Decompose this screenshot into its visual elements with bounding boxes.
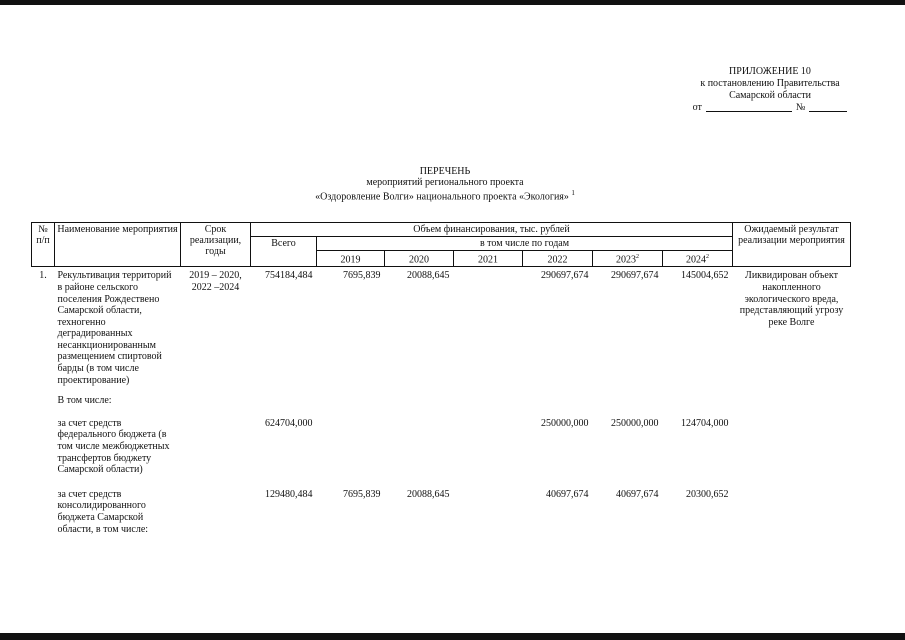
number-label: № <box>795 102 806 113</box>
table-row <box>32 415 851 479</box>
scan-edge-top <box>0 0 905 5</box>
row-num <box>32 479 55 538</box>
row-2022: 40697,674 <box>546 488 589 500</box>
table-row <box>32 479 851 538</box>
appendix-block <box>640 66 900 114</box>
document-title <box>240 166 650 202</box>
table-row <box>32 389 851 415</box>
row-2020: 20088,645 <box>407 270 450 282</box>
row-2024: 20300,652 <box>686 488 729 500</box>
footnote-mark: 1 <box>571 189 575 197</box>
row-total: 624704,000 <box>265 417 313 429</box>
row-name: за счет средств федерального бюджета (в том числе межбюджетных трансфертов бюджету Самарской области) <box>57 417 170 476</box>
row-result <box>733 479 851 538</box>
row-term <box>181 415 251 479</box>
row-total: 129480,484 <box>265 488 313 500</box>
row-2023: 290697,674 <box>611 270 659 282</box>
row-name: Рекультивация территорий в районе сельского поселения Рождествено Самарской области, техногенно деградированных несанкционированным размещением спиртовой барды (в том числе проектирование) <box>57 270 172 386</box>
number-blank <box>809 102 847 112</box>
title-heading: ПЕРЕЧЕНЬ <box>419 166 471 177</box>
row-2021 <box>454 415 523 479</box>
row-2023: 250000,000 <box>611 417 659 429</box>
scan-edge-bottom <box>0 633 905 640</box>
header-result: Ожидаемый результат реализации мероприятия <box>733 223 851 267</box>
row-2019: 7695,839 <box>343 270 381 282</box>
row-num: 1. <box>39 270 47 282</box>
header-by-year: в том числе по годам <box>317 237 733 251</box>
row-2023: 40697,674 <box>616 488 659 500</box>
header-funding: Объем финансирования, тыс. рублей <box>251 223 733 237</box>
header-year-2020: 2020 <box>385 251 454 267</box>
row-name: за счет средств консолидированного бюджета Самарской области, в том числе: <box>57 488 149 535</box>
row-2021 <box>454 267 523 389</box>
row-result: Ликвидирован объект накопленного экологического вреда, представляющий угрозу реке Волге <box>739 270 844 328</box>
header-year-2023: 2023$^2$ <box>593 251 663 267</box>
appendix-line1: ПРИЛОЖЕНИЕ 10 <box>729 66 811 77</box>
row-term: 2019 – 2020, 2022 –2024 <box>189 270 242 293</box>
row-2019: 7695,839 <box>343 488 381 500</box>
table-row <box>32 267 851 389</box>
header-year-2019: 2019 <box>317 251 385 267</box>
row-num <box>32 415 55 479</box>
header-num: № п/п <box>32 223 55 267</box>
row-2021 <box>454 479 523 538</box>
appendix-date-line <box>640 102 900 114</box>
header-total: Всего <box>251 237 317 267</box>
header-year-2022: 2022 <box>523 251 593 267</box>
header-term: Срок реализации, годы <box>181 223 251 267</box>
header-name: Наименование мероприятия <box>55 223 181 267</box>
row-term <box>181 479 251 538</box>
title-line2: мероприятий регионального проекта <box>366 177 524 188</box>
date-blank <box>706 102 792 112</box>
measures-table <box>31 222 851 538</box>
row-2024: 145004,652 <box>681 270 729 282</box>
header-year-2021: 2021 <box>454 251 523 267</box>
title-line3: «Оздоровление Волги» национального проекта «Экология» $^1$ <box>315 189 575 203</box>
row-2024: 124704,000 <box>681 417 729 429</box>
row-name: В том числе: <box>57 395 112 407</box>
row-2020: 20088,645 <box>407 488 450 500</box>
header-year-2024: 2024$^2$ <box>663 251 733 267</box>
row-num <box>32 389 55 415</box>
row-2020 <box>385 415 454 479</box>
row-2022: 290697,674 <box>541 270 589 282</box>
row-2022: 250000,000 <box>541 417 589 429</box>
row-2019 <box>317 415 385 479</box>
from-label: от <box>692 102 702 113</box>
appendix-line3: Самарской области <box>729 90 811 101</box>
row-result <box>733 415 851 479</box>
row-total: 754184,484 <box>265 270 313 282</box>
appendix-line2: к постановлению Правительства <box>700 78 840 89</box>
